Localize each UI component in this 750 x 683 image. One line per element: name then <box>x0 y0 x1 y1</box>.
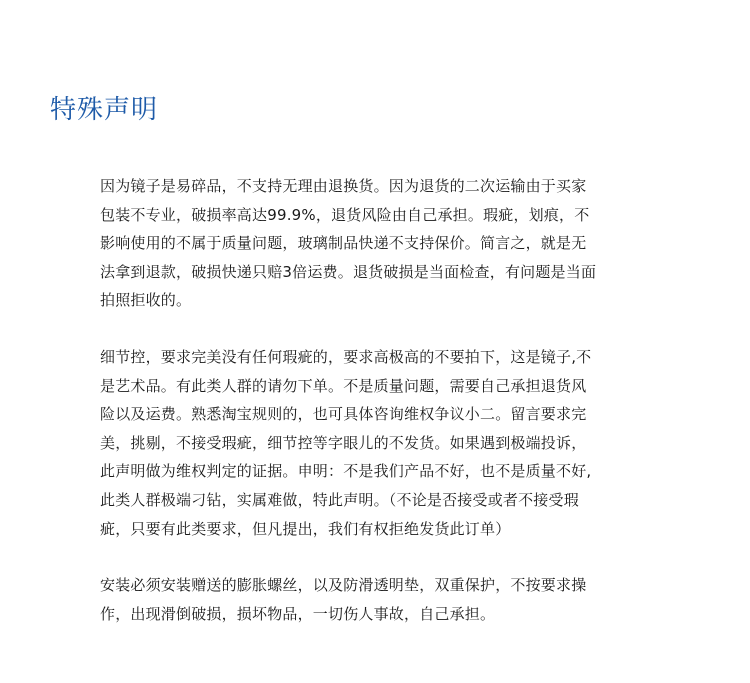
text-line: 拍照拒收的。 <box>100 291 192 310</box>
text-line: 细节控，要求完美没有任何瑕疵的，要求高极高的不要拍下，这是镜子,不 <box>100 347 592 366</box>
text-line: 包装不专业，破损率高达99.9%，退货风险由自己承担。瑕疵，划痕，不 <box>100 205 590 224</box>
text-line: 影响使用的不属于质量问题，玻璃制品快递不支持保价。简言之，就是无 <box>100 234 587 253</box>
text-line: 险以及运费。熟悉淘宝规则的，也可具体咨询维权争议小二。留言要求完 <box>100 405 587 424</box>
text-line: 作，出现滑倒破损，损坏物品，一切伤人事故，自己承担。 <box>100 604 496 623</box>
text-line: 因为镜子是易碎品，不支持无理由退换货。因为退货的二次运输由于买家 <box>100 177 587 195</box>
text-line: 美，挑剔，不接受瑕疵，细节控等字眼儿的不发货。如果遇到极端投诉， <box>100 433 587 452</box>
text-line: 法拿到退款，破损快递只赔3倍运费。退货破损是当面检查，有问题是当面 <box>100 262 597 281</box>
text-line: 是艺术品。有此类人群的请勿下单。不是质量问题，需要自己承担退货风 <box>100 376 587 395</box>
paragraph-return-policy <box>100 172 660 315</box>
text-line: 疵，只要有此类要求，但凡提出，我们有权拒绝发货此订单） <box>100 519 511 538</box>
text-line: 此类人群极端刁钻，实属难做，特此声明。（不论是否接受或者不接受瑕 <box>100 490 579 509</box>
statement-content <box>100 172 660 656</box>
text-line: 此声明做为维权判定的证据。申明：不是我们产品不好，也不是质量不好, <box>100 462 592 481</box>
text-line: 安装必须安装赠送的膨胀螺丝，以及防滑透明垫，双重保护，不按要求操 <box>100 576 587 595</box>
page-title: 特殊声明 <box>50 95 159 125</box>
paragraph-installation-notice <box>100 571 660 628</box>
paragraph-perfectionist-notice <box>100 343 660 543</box>
